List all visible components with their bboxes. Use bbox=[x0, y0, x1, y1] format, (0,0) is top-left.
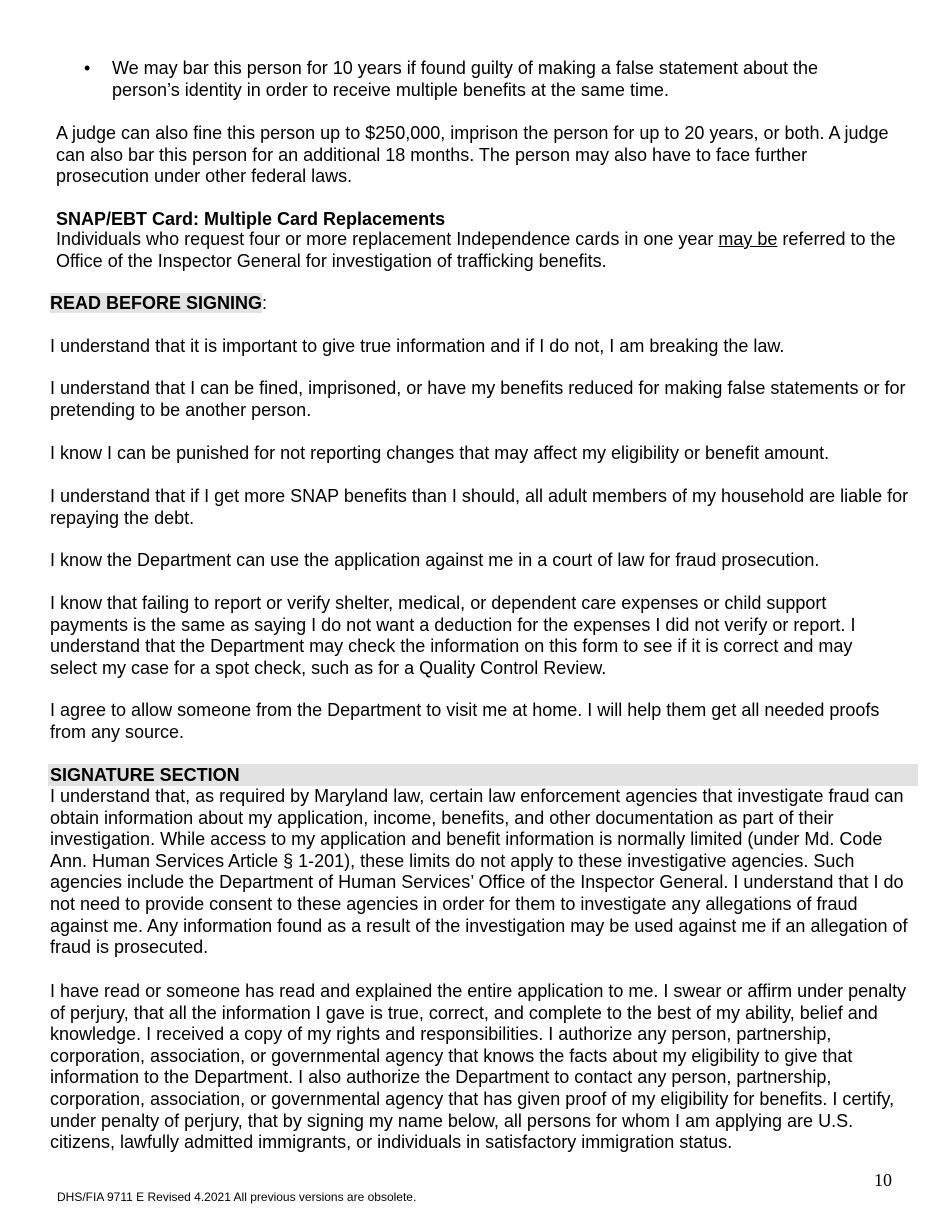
bullet-text: We may bar this person for 10 years if found guilty of making a false statement about the person’s identity in order to receive multiple benefits at the same time. bbox=[112, 58, 819, 100]
statement-1: I understand that it is important to give true information and if I do not, I am breaking the law. bbox=[50, 336, 785, 356]
read-before-signing-label: READ BEFORE SIGNING bbox=[50, 293, 263, 313]
snap-paragraph bbox=[56, 229, 911, 272]
statement-2: I understand that I can be fined, imprisoned, or have my benefits reduced for making false statements or for pretending to be another person. bbox=[50, 378, 906, 420]
snap-underlined: may be bbox=[718, 229, 778, 249]
signature-paragraph-2: I have read or someone has read and explained the entire application to me. I swear or affirm under penalty of perjury, that all the information I gave is true, correct, and complete to the best of my ability, belief and knowledge. I received a copy of my rights and responsibilities. I authorize any person, partnership, corporation, association, or governmental agency that knows the facts about my eligibility to give that information to the Department. I also authorize the Department to contact any person, partnership, corporation, association, or governmental agency that has given proof of my eligibility for benefits. I certify, under penalty of perjury, that by signing my name below, all persons for whom I am applying are U.S. citizens, lawfully admitted immigrants, or individuals in satisfactory immigration status. bbox=[50, 981, 907, 1153]
statement-7: I agree to allow someone from the Department to visit me at home. I will help them get all needed proofs from any source. bbox=[50, 700, 880, 742]
footer-revision-note: DHS/FIA 9711 E Revised 4.2021 All previous versions are obsolete. bbox=[57, 1190, 417, 1204]
signature-section-heading: SIGNATURE SECTION bbox=[48, 764, 918, 786]
snap-heading: SNAP/EBT Card: Multiple Card Replacements bbox=[56, 209, 446, 229]
snap-text-before: Individuals who request four or more replacement Independence cards in one year bbox=[56, 229, 719, 249]
snap-text-after: referred to the Office of the Inspector General for investigation of trafficking benefits. bbox=[56, 229, 896, 271]
signature-paragraph-1: I understand that, as required by Maryland law, certain law enforcement agencies that investigate fraud can obtain information about my application, income, benefits, and other documentation as part of their investigation. While access to my application and benefit information is normally limited (under Md. Code Ann. Human Services Article § 1-201), these limits do not apply to these investigative agencies. Such agencies include the Department of Human Services’ Office of the Inspector General. I understand that I do not need to provide consent to these agencies in order for them to investigate any allegations of fraud against me. Any information found as a result of the investigation may be used against me if an allegation of fraud is prosecuted. bbox=[50, 786, 908, 958]
read-before-signing-colon: : bbox=[262, 293, 268, 313]
page-number: 10 bbox=[874, 1170, 892, 1190]
statement-4: I understand that if I get more SNAP benefits than I should, all adult members of my household are liable for repaying the debt. bbox=[50, 486, 909, 528]
statement-5: I know the Department can use the application against me in a court of law for fraud prosecution. bbox=[50, 550, 820, 570]
judge-paragraph: A judge can also fine this person up to $250,000, imprison the person for up to 20 years, or both. A judge can also bar this person for an additional 18 months. The person may also have to face further prosecution under other federal laws. bbox=[56, 123, 889, 187]
statement-6: I know that failing to report or verify shelter, medical, or dependent care expenses or child support payments is the same as saying I do not want a deduction for the expenses I did not verify or report. I understand that the Department may check the information on this form to see if it is correct and may select my case for a spot check, such as for a Quality Control Review. bbox=[50, 593, 856, 678]
statement-3: I know I can be punished for not reporting changes that may affect my eligibility or benefit amount. bbox=[50, 443, 830, 463]
bullet-dot-icon: • bbox=[84, 58, 91, 78]
read-before-signing-heading bbox=[50, 292, 267, 314]
